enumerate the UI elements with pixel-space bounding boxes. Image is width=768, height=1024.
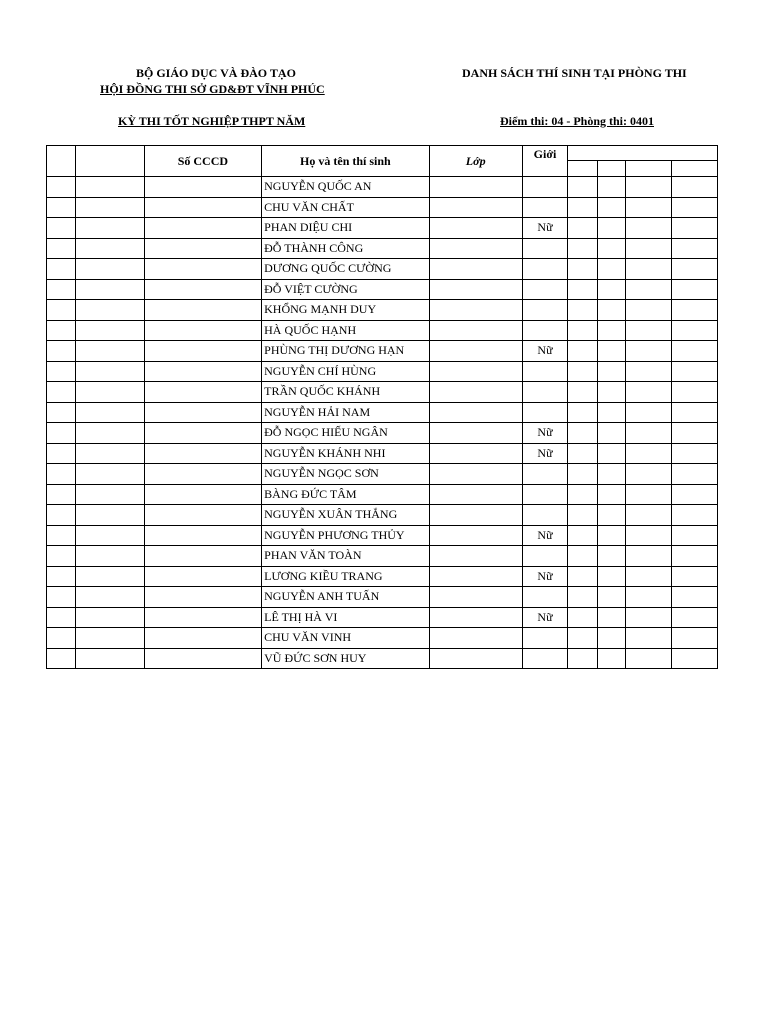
candidate-class: [429, 546, 522, 567]
empty-cell: [672, 484, 718, 505]
empty-cell: [598, 279, 626, 300]
empty-cell: [47, 648, 76, 669]
table-row: [47, 402, 718, 423]
empty-cell: [47, 628, 76, 649]
header-sub-cell: [672, 160, 718, 176]
empty-cell: [75, 177, 144, 198]
empty-cell: [598, 628, 626, 649]
candidate-id-number: [144, 341, 262, 362]
empty-cell: [672, 361, 718, 382]
empty-cell: [672, 177, 718, 198]
empty-cell: [625, 341, 672, 362]
empty-cell: [47, 423, 76, 444]
candidate-class: [429, 382, 522, 403]
exam-title: KỲ THI TỐT NGHIỆP THPT NĂM: [118, 114, 306, 128]
empty-cell: [568, 382, 598, 403]
candidate-id-number: [144, 464, 262, 485]
empty-cell: [672, 197, 718, 218]
empty-cell: [75, 607, 144, 628]
empty-cell: [75, 382, 144, 403]
candidate-gender: [522, 279, 567, 300]
candidate-class: [429, 628, 522, 649]
empty-cell: [568, 505, 598, 526]
candidate-name: NGUYỄN CHÍ HÙNG: [262, 361, 429, 382]
header-id-number: Số CCCD: [144, 146, 262, 177]
candidate-gender: [522, 546, 567, 567]
empty-cell: [75, 525, 144, 546]
empty-cell: [75, 587, 144, 608]
ministry-title: BỘ GIÁO DỤC VÀ ĐÀO TẠO: [136, 66, 296, 80]
candidate-class: [429, 443, 522, 464]
empty-cell: [75, 402, 144, 423]
candidate-id-number: [144, 628, 262, 649]
empty-cell: [47, 525, 76, 546]
candidate-id-number: [144, 525, 262, 546]
empty-cell: [75, 300, 144, 321]
empty-cell: [598, 259, 626, 280]
empty-cell: [625, 443, 672, 464]
candidate-gender: [522, 238, 567, 259]
empty-cell: [625, 259, 672, 280]
empty-cell: [672, 402, 718, 423]
empty-cell: [625, 525, 672, 546]
candidate-id-number: [144, 648, 262, 669]
empty-cell: [625, 300, 672, 321]
candidate-name: NGUYỄN KHÁNH NHI: [262, 443, 429, 464]
candidate-id-number: [144, 361, 262, 382]
empty-cell: [47, 566, 76, 587]
candidate-id-number: [144, 607, 262, 628]
header-cell-blank: [75, 146, 144, 177]
empty-cell: [568, 628, 598, 649]
candidate-name: CHU VĂN CHẤT: [262, 197, 429, 218]
empty-cell: [672, 423, 718, 444]
candidate-gender: [522, 484, 567, 505]
empty-cell: [598, 423, 626, 444]
candidate-class: [429, 423, 522, 444]
empty-cell: [672, 464, 718, 485]
candidate-name: NGUYỄN NGỌC SƠN: [262, 464, 429, 485]
candidate-name: NGUYỄN ANH TUẤN: [262, 587, 429, 608]
candidate-class: [429, 218, 522, 239]
table-row: [47, 566, 718, 587]
empty-cell: [598, 320, 626, 341]
table-row: [47, 238, 718, 259]
empty-cell: [47, 341, 76, 362]
candidate-class: [429, 648, 522, 669]
candidate-name: ĐỖ THÀNH CÔNG: [262, 238, 429, 259]
candidate-table: [46, 145, 718, 669]
empty-cell: [75, 443, 144, 464]
empty-cell: [598, 300, 626, 321]
empty-cell: [47, 259, 76, 280]
candidate-id-number: [144, 259, 262, 280]
empty-cell: [568, 279, 598, 300]
candidate-class: [429, 607, 522, 628]
candidate-class: [429, 259, 522, 280]
candidate-name: ĐỖ NGỌC HIẾU NGÂN: [262, 423, 429, 444]
empty-cell: [47, 587, 76, 608]
table-row: [47, 177, 718, 198]
empty-cell: [625, 197, 672, 218]
candidate-gender: Nữ: [522, 218, 567, 239]
candidate-name: NGUYỄN HẢI NAM: [262, 402, 429, 423]
empty-cell: [625, 382, 672, 403]
table-row: [47, 443, 718, 464]
empty-cell: [625, 238, 672, 259]
candidate-id-number: [144, 177, 262, 198]
empty-cell: [598, 443, 626, 464]
empty-cell: [672, 648, 718, 669]
candidate-class: [429, 177, 522, 198]
header-sub-cell: [625, 160, 672, 176]
empty-cell: [672, 259, 718, 280]
empty-cell: [75, 484, 144, 505]
empty-cell: [672, 628, 718, 649]
candidate-name: NGUYỄN QUỐC AN: [262, 177, 429, 198]
empty-cell: [75, 279, 144, 300]
candidate-id-number: [144, 320, 262, 341]
candidate-name: CHU VĂN VINH: [262, 628, 429, 649]
candidate-gender: [522, 464, 567, 485]
empty-cell: [75, 259, 144, 280]
candidate-class: [429, 238, 522, 259]
empty-cell: [672, 279, 718, 300]
empty-cell: [672, 546, 718, 567]
candidate-name: NGUYỄN XUÂN THẮNG: [262, 505, 429, 526]
header-sub-cell: [568, 160, 598, 176]
table-header-row: [47, 146, 718, 161]
candidate-class: [429, 341, 522, 362]
candidate-name: VŨ ĐỨC SƠN HUY: [262, 648, 429, 669]
candidate-id-number: [144, 443, 262, 464]
empty-cell: [75, 628, 144, 649]
table-row: [47, 607, 718, 628]
candidate-name: PHAN VĂN TOÀN: [262, 546, 429, 567]
empty-cell: [568, 648, 598, 669]
empty-cell: [625, 648, 672, 669]
empty-cell: [598, 341, 626, 362]
table-row: [47, 648, 718, 669]
empty-cell: [568, 218, 598, 239]
empty-cell: [598, 197, 626, 218]
empty-cell: [75, 464, 144, 485]
candidate-name: LÊ THỊ HÀ VI: [262, 607, 429, 628]
empty-cell: [672, 382, 718, 403]
empty-cell: [598, 546, 626, 567]
empty-cell: [568, 464, 598, 485]
candidate-name: TRẦN QUỐC KHÁNH: [262, 382, 429, 403]
candidate-name: BÀNG ĐỨC TÂM: [262, 484, 429, 505]
empty-cell: [672, 300, 718, 321]
candidate-id-number: [144, 279, 262, 300]
empty-cell: [47, 197, 76, 218]
empty-cell: [625, 464, 672, 485]
candidate-name: HÀ QUỐC HẠNH: [262, 320, 429, 341]
table-row: [47, 587, 718, 608]
candidate-name: PHÙNG THỊ DƯƠNG HẠN: [262, 341, 429, 362]
header-extra-columns: [568, 146, 718, 161]
empty-cell: [47, 279, 76, 300]
candidate-gender: [522, 505, 567, 526]
empty-cell: [568, 341, 598, 362]
empty-cell: [625, 177, 672, 198]
candidate-gender: Nữ: [522, 566, 567, 587]
candidate-name: DƯƠNG QUỐC CƯỜNG: [262, 259, 429, 280]
empty-cell: [625, 218, 672, 239]
empty-cell: [568, 546, 598, 567]
candidate-gender: [522, 587, 567, 608]
candidate-class: [429, 402, 522, 423]
empty-cell: [568, 443, 598, 464]
header-gender: Giới: [522, 146, 567, 177]
empty-cell: [672, 320, 718, 341]
empty-cell: [598, 361, 626, 382]
candidate-gender: [522, 628, 567, 649]
empty-cell: [75, 423, 144, 444]
empty-cell: [568, 423, 598, 444]
candidate-gender: Nữ: [522, 423, 567, 444]
empty-cell: [47, 382, 76, 403]
empty-cell: [625, 546, 672, 567]
table-row: [47, 361, 718, 382]
table-row: [47, 505, 718, 526]
candidate-gender: [522, 197, 567, 218]
empty-cell: [568, 525, 598, 546]
empty-cell: [75, 546, 144, 567]
empty-cell: [598, 238, 626, 259]
empty-cell: [625, 607, 672, 628]
empty-cell: [47, 402, 76, 423]
candidate-gender: Nữ: [522, 341, 567, 362]
candidate-id-number: [144, 546, 262, 567]
candidate-gender: [522, 177, 567, 198]
table-row: [47, 197, 718, 218]
candidate-class: [429, 505, 522, 526]
empty-cell: [568, 300, 598, 321]
empty-cell: [47, 361, 76, 382]
empty-cell: [598, 402, 626, 423]
table-row: [47, 484, 718, 505]
empty-cell: [568, 566, 598, 587]
empty-cell: [568, 607, 598, 628]
empty-cell: [625, 587, 672, 608]
empty-cell: [598, 177, 626, 198]
candidate-id-number: [144, 505, 262, 526]
empty-cell: [598, 484, 626, 505]
candidate-gender: [522, 402, 567, 423]
candidate-id-number: [144, 566, 262, 587]
empty-cell: [568, 402, 598, 423]
empty-cell: [47, 300, 76, 321]
candidate-id-number: [144, 197, 262, 218]
empty-cell: [672, 238, 718, 259]
empty-cell: [47, 546, 76, 567]
candidate-id-number: [144, 238, 262, 259]
header-class: Lớp: [429, 146, 522, 177]
empty-cell: [598, 566, 626, 587]
empty-cell: [568, 361, 598, 382]
empty-cell: [598, 218, 626, 239]
empty-cell: [598, 587, 626, 608]
table-row: [47, 341, 718, 362]
candidate-class: [429, 525, 522, 546]
candidate-class: [429, 464, 522, 485]
empty-cell: [47, 177, 76, 198]
candidate-gender: [522, 382, 567, 403]
council-title: HỘI ĐỒNG THI SỞ GD&ĐT VĨNH PHÚC: [100, 82, 325, 96]
site-room-label: Điểm thi: 04 - Phòng thi: 0401: [500, 114, 654, 128]
table-row: [47, 423, 718, 444]
empty-cell: [672, 443, 718, 464]
candidate-class: [429, 320, 522, 341]
table-row: [47, 259, 718, 280]
empty-cell: [47, 484, 76, 505]
table-row: [47, 546, 718, 567]
empty-cell: [672, 566, 718, 587]
empty-cell: [75, 218, 144, 239]
table-row: [47, 279, 718, 300]
list-title: DANH SÁCH THÍ SINH TẠI PHÒNG THI: [462, 66, 687, 80]
candidate-class: [429, 300, 522, 321]
empty-cell: [672, 218, 718, 239]
empty-cell: [75, 320, 144, 341]
empty-cell: [568, 197, 598, 218]
candidate-name: KHỔNG MẠNH DUY: [262, 300, 429, 321]
table-row: [47, 525, 718, 546]
candidate-id-number: [144, 382, 262, 403]
table-row: [47, 320, 718, 341]
empty-cell: [598, 607, 626, 628]
candidate-name: PHAN DIỆU CHI: [262, 218, 429, 239]
empty-cell: [47, 238, 76, 259]
header-full-name: Họ và tên thí sinh: [262, 146, 429, 177]
empty-cell: [598, 525, 626, 546]
empty-cell: [672, 525, 718, 546]
empty-cell: [625, 279, 672, 300]
empty-cell: [672, 607, 718, 628]
empty-cell: [625, 423, 672, 444]
candidate-gender: [522, 361, 567, 382]
header-sub-cell: [598, 160, 626, 176]
empty-cell: [625, 484, 672, 505]
empty-cell: [672, 587, 718, 608]
candidate-id-number: [144, 484, 262, 505]
candidate-id-number: [144, 402, 262, 423]
empty-cell: [75, 341, 144, 362]
candidate-class: [429, 361, 522, 382]
candidate-gender: [522, 648, 567, 669]
empty-cell: [625, 566, 672, 587]
table-row: [47, 382, 718, 403]
empty-cell: [625, 320, 672, 341]
empty-cell: [568, 177, 598, 198]
candidate-class: [429, 279, 522, 300]
empty-cell: [568, 320, 598, 341]
candidate-gender: [522, 259, 567, 280]
empty-cell: [598, 382, 626, 403]
header-cell-index: [47, 146, 76, 177]
empty-cell: [598, 648, 626, 669]
candidate-gender: Nữ: [522, 443, 567, 464]
candidate-gender: [522, 320, 567, 341]
empty-cell: [625, 361, 672, 382]
empty-cell: [75, 648, 144, 669]
empty-cell: [568, 259, 598, 280]
candidate-class: [429, 484, 522, 505]
empty-cell: [75, 566, 144, 587]
empty-cell: [75, 505, 144, 526]
empty-cell: [75, 197, 144, 218]
candidate-class: [429, 197, 522, 218]
empty-cell: [625, 505, 672, 526]
candidate-name: NGUYỄN PHƯƠNG THỦY: [262, 525, 429, 546]
candidate-id-number: [144, 218, 262, 239]
empty-cell: [47, 505, 76, 526]
empty-cell: [75, 238, 144, 259]
table-row: [47, 464, 718, 485]
candidate-class: [429, 566, 522, 587]
empty-cell: [47, 443, 76, 464]
candidate-gender: [522, 300, 567, 321]
candidate-id-number: [144, 423, 262, 444]
candidate-gender: Nữ: [522, 607, 567, 628]
empty-cell: [598, 505, 626, 526]
empty-cell: [598, 464, 626, 485]
empty-cell: [672, 505, 718, 526]
candidate-id-number: [144, 587, 262, 608]
table-row: [47, 218, 718, 239]
empty-cell: [75, 361, 144, 382]
candidate-gender: Nữ: [522, 525, 567, 546]
candidate-id-number: [144, 300, 262, 321]
candidate-name: ĐỖ VIỆT CƯỜNG: [262, 279, 429, 300]
empty-cell: [47, 464, 76, 485]
empty-cell: [625, 402, 672, 423]
table-row: [47, 628, 718, 649]
table-row: [47, 300, 718, 321]
candidate-class: [429, 587, 522, 608]
empty-cell: [47, 607, 76, 628]
candidate-name: LƯƠNG KIỀU TRANG: [262, 566, 429, 587]
empty-cell: [568, 484, 598, 505]
empty-cell: [568, 587, 598, 608]
empty-cell: [568, 238, 598, 259]
empty-cell: [672, 341, 718, 362]
empty-cell: [625, 628, 672, 649]
empty-cell: [47, 320, 76, 341]
empty-cell: [47, 218, 76, 239]
